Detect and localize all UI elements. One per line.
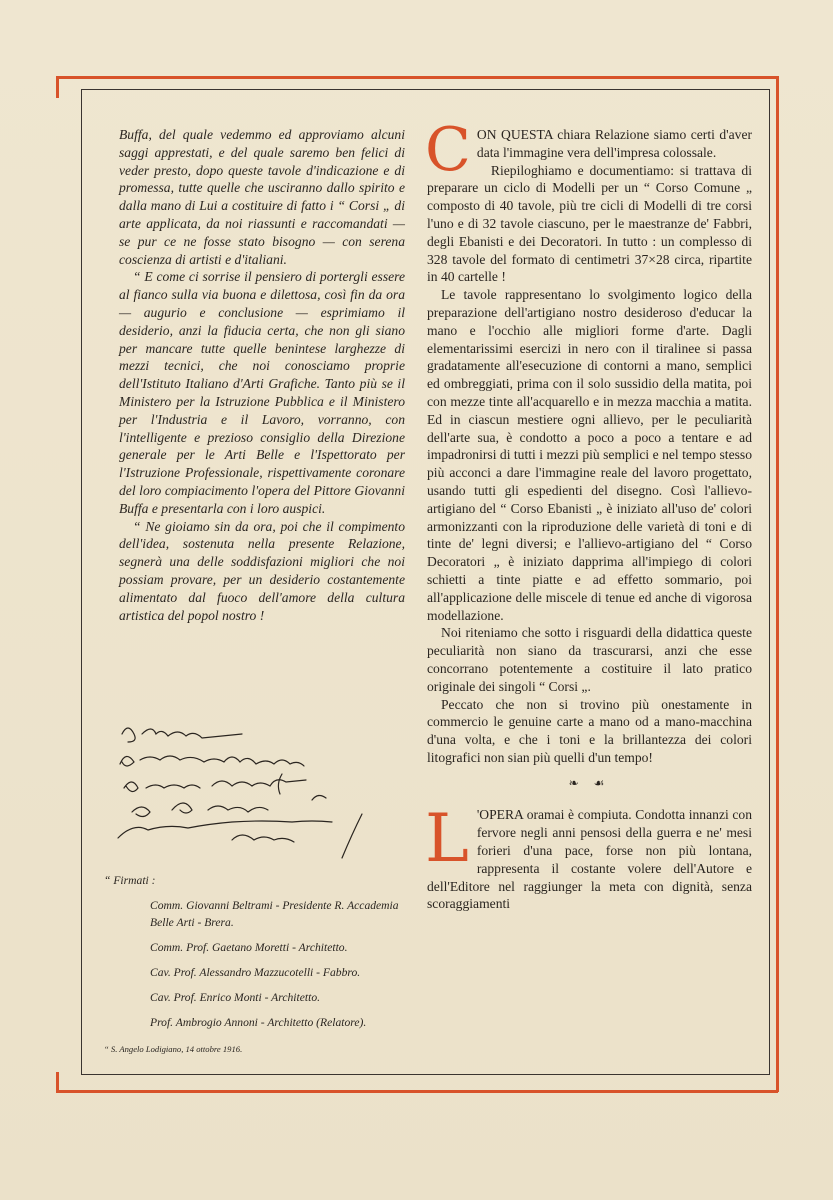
signatories-block	[104, 872, 404, 1058]
signatory-1: Comm. Giovanni Beltrami - Presidente R. Accademia Belle Arti - Brera.	[150, 899, 399, 929]
right-paragraph-1	[425, 115, 752, 185]
signatory-3: Cav. Prof. Alessandro Mazzucotelli - Fabbro.	[150, 966, 361, 979]
signatories-heading: “ Firmati :	[104, 874, 156, 887]
right-paragraph-5: Peccato che non si trovino più onestamente in commercio le genuine carte a mano od a mano-macchina d'una volta, e che i toni e la brillantezza dei colori litografici non sian più quelli d'un tempo!	[427, 696, 752, 765]
left-column	[119, 126, 405, 624]
left-paragraph-1: Buffa, del quale vedemmo ed approviamo alcuni saggi apprestati, e del quale saremo ben felici di veder presto, dopo queste tavole d'indicazione e di promessa, tutte quelle che usciranno dallo spirito e dalla mano di Lui a costituire di fatto i “ Corsi „ di arte applicata, da noi riassunti e raccomandati — se pur ce ne fosse stato bisogno — con serena coscienza di artisti e d'italiani.	[119, 127, 405, 267]
right-paragraph-4: Noi riteniamo che sotto i risguardi della didattica queste peculiarità non siano da trascurarsi, anzi che esse concorrano potentemente a costituire il lato pratico originale dei singoli “ Corsi „.	[427, 625, 752, 694]
right-paragraph-1-text: ON QUESTA chiara Relazione siamo certi d'aver data l'immagine vera dell'impresa colossale.	[476, 127, 752, 160]
top-rule	[56, 76, 778, 79]
drop-cap-c: C	[425, 115, 471, 185]
text-frame	[81, 89, 770, 1075]
left-rule-top	[56, 76, 59, 98]
right-paragraph-6-text: 'OPERA oramai è compiuta. Condotta innanzi con fervore negli anni pensosi della guerra e ne' mesi forieri d'una pace, forse non più lontana, rappresenta il costante volere dell'Autore e dell'Editore nel raggiunger la meta con dignità, senza scoraggiamenti	[427, 807, 752, 912]
left-paragraph-2: “ E come ci sorrise il pensiero di portergli essere al fianco sulla via buona e dilettosa, così fin da ora — augurio e conclusione — esprimiamo il desiderio, anzi la fiducia certa, che non gli siano per mancare tutte quelle benintese larghezze di mezzi tecnici, che noi conosciamo proprie dell'Istituto Italiano d'Arti Grafiche. Tanto più se il Ministero per la Istruzione Pubblica e il Ministero per l'Industria e il Lavoro, vorranno, con l'intelligente e prezioso consiglio della Direzione generale per le Arti Belle e l'Ispettorato per l'Istruzione Professionale, rispettivamente coronare del loro compiacimento l'opera del Pittore Giovanni Buffa e presentarla con i loro auspici.	[119, 269, 405, 516]
handwritten-signatures	[112, 714, 402, 864]
signatory-2: Comm. Prof. Gaetano Moretti - Architetto.	[150, 941, 348, 954]
left-paragraph-3: “ Ne gioiamo sin da ora, poi che il compimento dell'idea, sostenuta nella presente Relazione, segnerà una delle soddisfazioni migliori che noi possiam provare, per un desiderio costantemente alimentato dal fuoco dell'amore della cultura artistica del popol nostro !	[119, 518, 405, 623]
fleuron-ornament: ❧ ☙	[568, 775, 611, 790]
right-paragraph-6	[425, 800, 752, 913]
right-rule	[776, 76, 779, 1092]
right-paragraph-2: Riepiloghiamo e documentiamo: si trattava di preparare un ciclo di Modelli per un “ Corso Comune „ composto di 40 tavole, più tre cicli di Modelli di tre corsi l'uno e di 32 tavole ciascuno, per le maestranze de' Fabbri, degli Ebanisti e dei Decoratori. In tutto : un complesso di 328 tavole del formato di centimetri 37×28 circa, ripartite in 40 cartelle !	[427, 162, 752, 285]
signatory-5: Prof. Ambrogio Annoni - Architetto (Relatore).	[150, 1016, 367, 1029]
left-rule-bottom	[56, 1072, 59, 1092]
right-paragraph-3: Le tavole rappresentano lo svolgimento logico della preparazione dell'artigiano nostro desideroso d'educar la mano e l'occhio alle migliori forme d'arte. Dagli elementarissimi esercizi in nero con il tiralinee si passa gradatamente all'esecuzione di contorni a mano, semplici ed ombreggiati, prima con il solo sussidio della matita, poi con mezze tinte all'acquarello e in mezza macchia a matita. Ed in ciascun mestiere ogni allievo, per le peculiarità dell'arte sua, è condotto a poco a poco a tentare e ad impadronirsi di tutti i mezzi più semplici e nel tempo stesso più acconci a dare l'immagine reale del lavoro progettato, usando tutti gli espedienti del disegno. Così l'allievo-artigiano del “ Corso Ebanisti „ è iniziato all'uso de' colori armonizzanti con la riproduzione delle varietà di toni e di tinte de' legni diversi; e l'allievo-artigiano del “ Corso Decoratori „ è iniziato dapprima all'impiego di colori schietti a tinte piatte e ad effetto sommario, poi all'applicazione delle miscele di tenue ed anche di vigorosa modellazione.	[427, 287, 752, 623]
right-column	[425, 115, 752, 913]
bottom-rule	[56, 1090, 778, 1093]
drop-cap-l: L	[425, 800, 469, 878]
signatory-4: Cav. Prof. Enrico Monti - Architetto.	[150, 991, 321, 1004]
date-line: “ S. Angelo Lodigiano, 14 ottobre 1916.	[104, 1044, 243, 1054]
